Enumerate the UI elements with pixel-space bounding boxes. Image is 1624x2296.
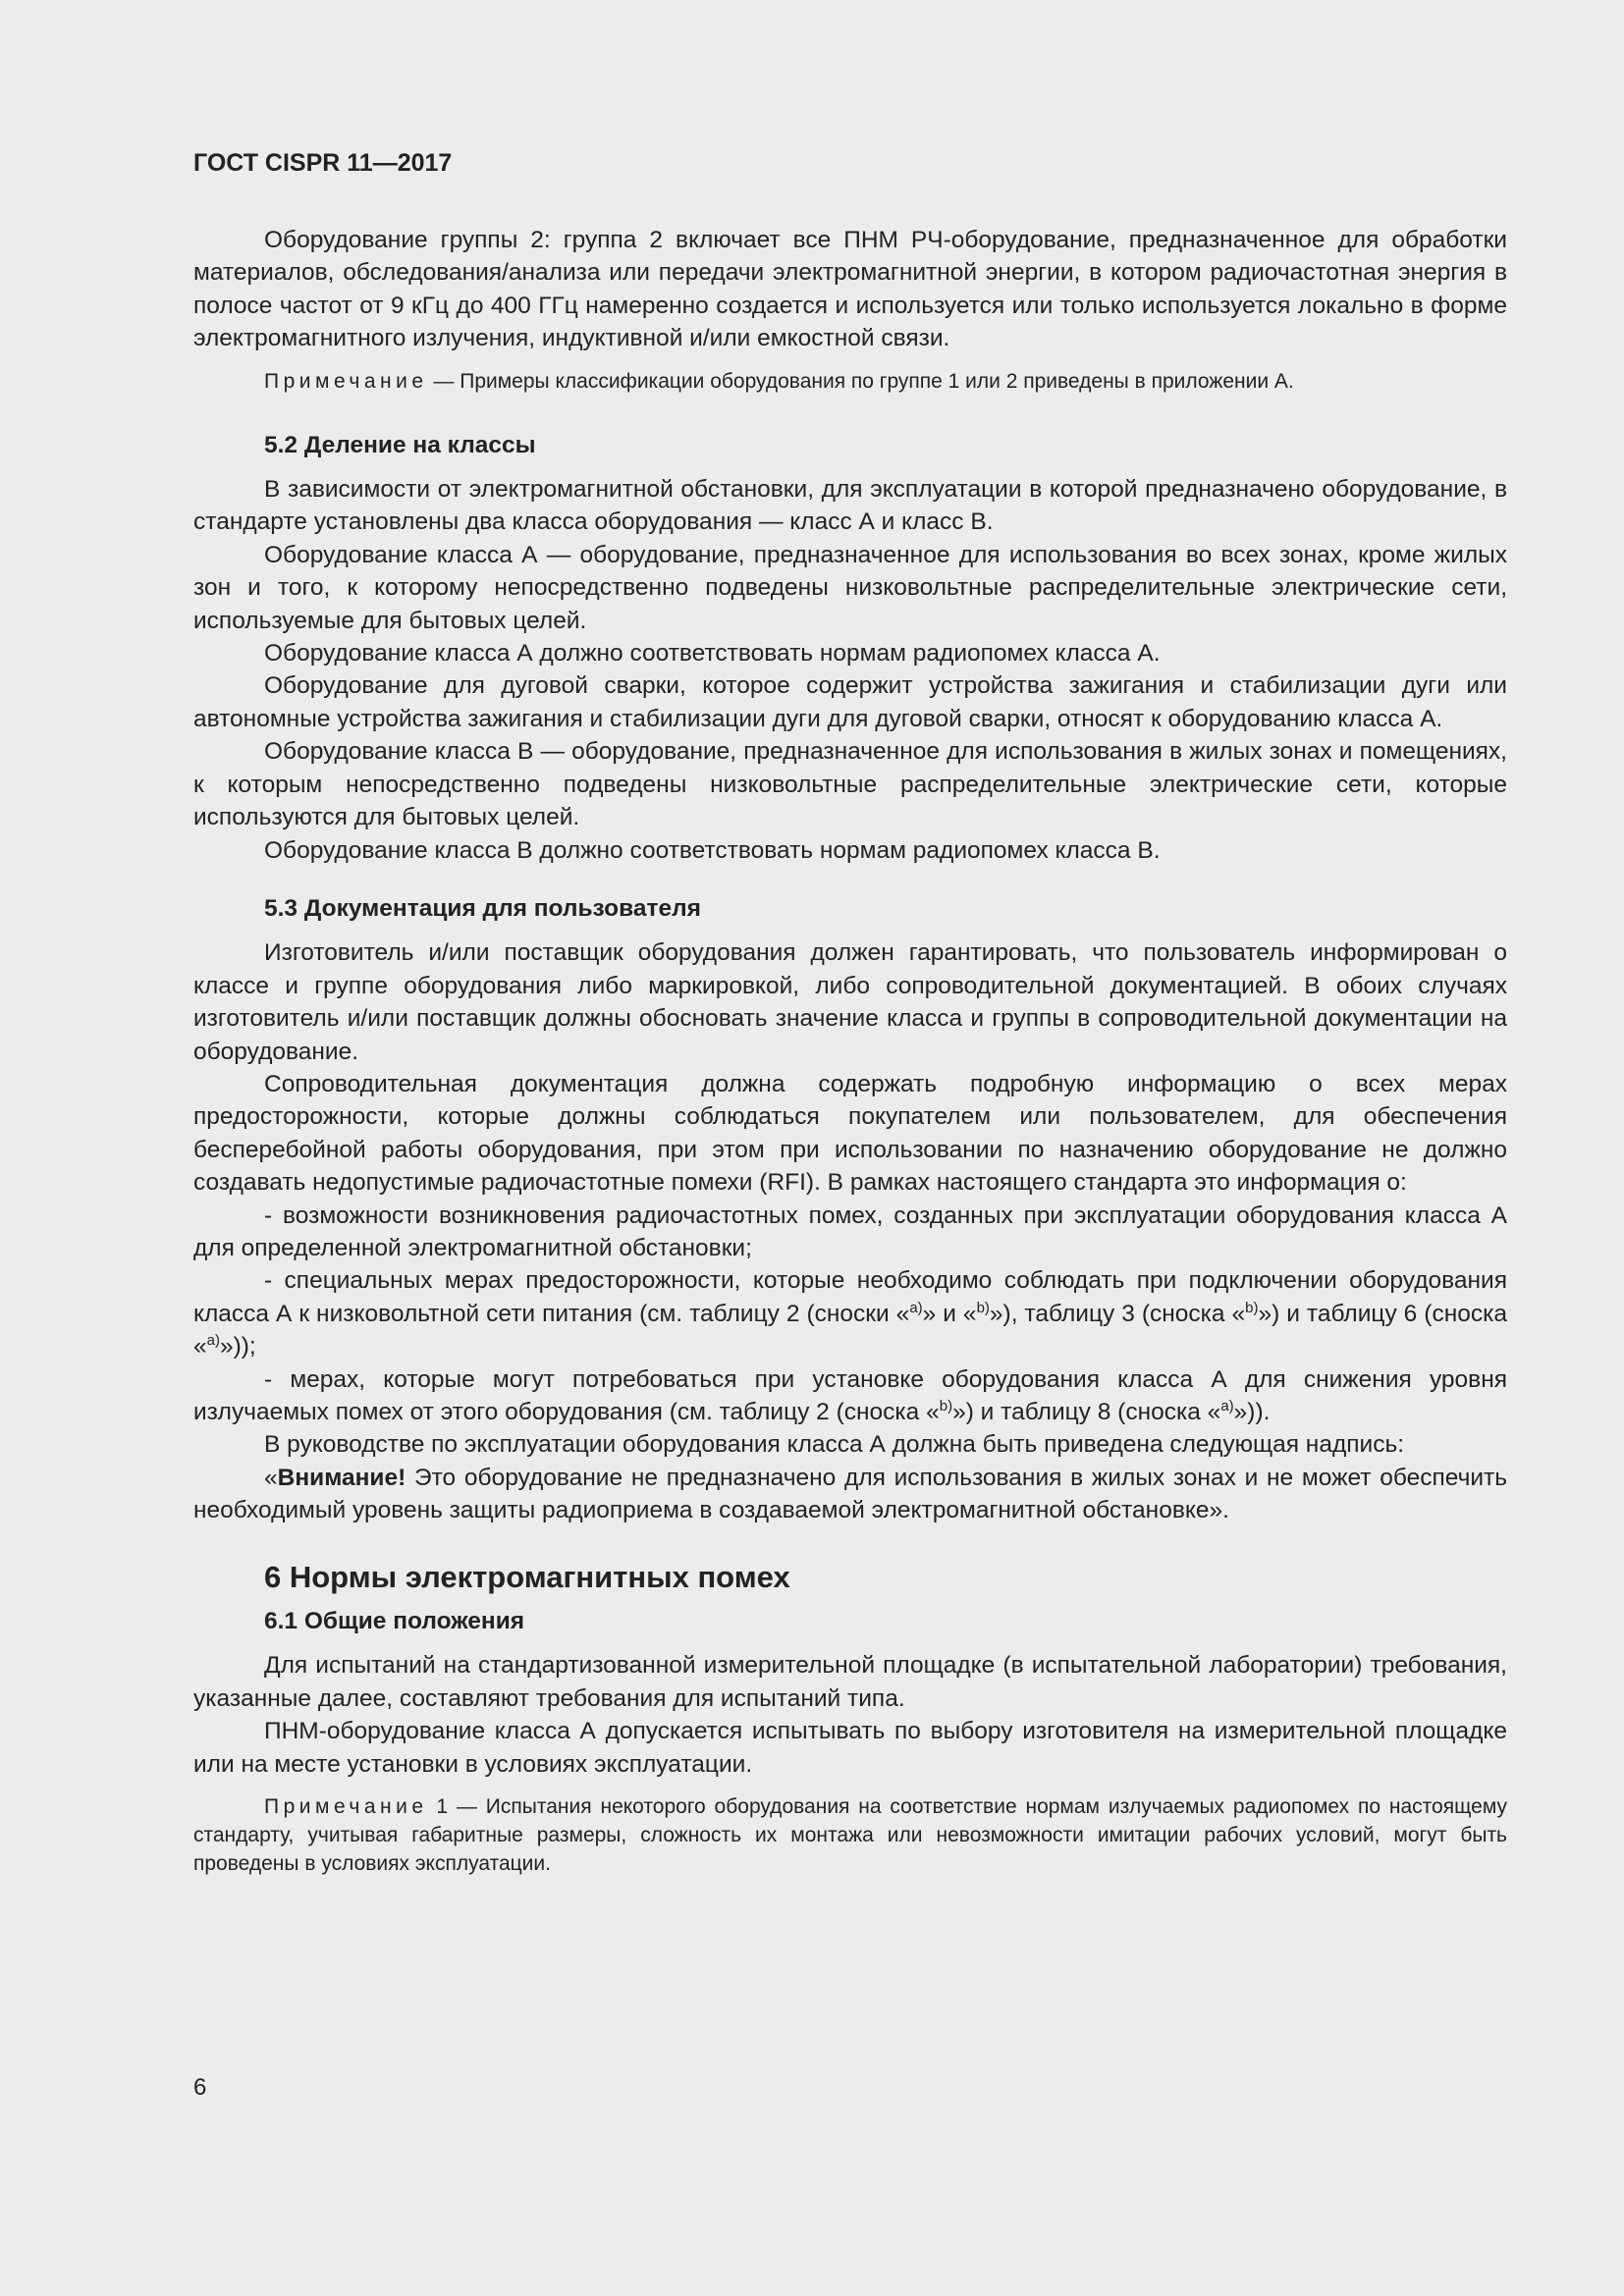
document-header: ГОСТ CISPR 11—2017 bbox=[193, 149, 453, 177]
warning-quote: «Внимание! Это оборудование не предназначено для использования в жилых зонах и не может обеспечить необходимый уровень защиты радиоприема в создаваемой электромагнитной обстановке». bbox=[193, 1464, 1507, 1524]
s52-paragraph: Оборудование класса А должно соответствовать нормам радиопомех класса А. bbox=[264, 640, 1161, 667]
s53-paragraph: Изготовитель и/или поставщик оборудования должен гарантировать, что пользователь информирован о классе и группе оборудования либо маркировкой, либо сопроводительной документацией. В обоих случаях изготовитель и/или поставщик должны обосновать значение класса и группы в сопроводительной документации на оборудование. bbox=[193, 939, 1507, 1065]
s6-note bbox=[193, 1792, 1507, 1878]
footnote-ref: b) bbox=[976, 1299, 990, 1316]
s53-paragraph: Сопроводительная документация должна содержать подробную информацию о всех мерах предосторожности, которые должны соблюдаться покупателем или пользователем, для обеспечения бесперебойной работы оборудования, при этом при использовании по назначению оборудование не должно создавать недопустимые радиочастотные помехи (RFI). В рамках настоящего стандарта это информация о: bbox=[193, 1070, 1507, 1197]
s6-paragraph: ПНМ-оборудование класса А допускается испытывать по выбору изготовителя на измерительной площадке или на месте установки в условиях эксплуатации. bbox=[193, 1718, 1507, 1778]
note-text: 1 — Испытания некоторого оборудования на соответствие нормам излучаемых радиопомех по настоящему стандарту, учитывая габаритные размеры, сложность их монтажа или невозможности имитации рабочих условий, могут быть проведены в условиях эксплуатации. bbox=[193, 1795, 1507, 1876]
footnote-ref: а) bbox=[206, 1332, 220, 1350]
list-item: - мерах, которые могут потребоваться при установке оборудования класса А для снижения уровня излучаемых помех от этого оборудования (см. таблицу 2 (сноска «$^{b)}$») и таблицу 8 (сноска «$^{а)}$»)). bbox=[193, 1365, 1507, 1425]
s52-paragraph: В зависимости от электромагнитной обстановки, для эксплуатации в которой предназначено оборудование, в стандарте установлены два класса оборудования — класс А и класс В. bbox=[193, 476, 1507, 536]
s52-paragraph: Оборудование класса В — оборудование, предназначенное для использования в жилых зонах и помещениях, к которым непосредственно подведены низковольтные распределительные электрические сети, которые используются для бытовых целей. bbox=[193, 738, 1507, 831]
page-number: 6 bbox=[193, 2074, 207, 2101]
page-content bbox=[193, 224, 1507, 1878]
s52-paragraph: Оборудование класса А — оборудование, предназначенное для использования во всех зонах, кроме жилых зон и того, к которому непосредственно подведены низковольтные распределительные электрические сети, используемые для бытовых целей. bbox=[193, 541, 1507, 634]
list-item: - специальных мерах предосторожности, которые необходимо соблюдать при подключении оборудования класса А к низковольтной сети питания (см. таблицу 2 (сноски «$^{а)}$» и «$^{b)}$»), таблицу 3 (сноска «$^{b)}$») и таблицу 6 (сноска «$^{а)}$»)); bbox=[193, 1267, 1507, 1361]
warning-label: Внимание! bbox=[277, 1464, 406, 1491]
section-5-3-heading: 5.3 Документация для пользователя bbox=[264, 894, 701, 922]
note-label: Примечание bbox=[264, 1795, 428, 1819]
footnote-ref: b) bbox=[1245, 1299, 1259, 1316]
section-6-1-heading: 6.1 Общие положения bbox=[264, 1608, 525, 1635]
s53-paragraph: В руководстве по эксплуатации оборудования класса А должна быть приведена следующая надпись: bbox=[264, 1431, 1405, 1459]
note-label: Примечание bbox=[264, 369, 428, 393]
footnote-ref: b) bbox=[939, 1398, 953, 1415]
footnote-ref: а) bbox=[909, 1299, 923, 1316]
intro-paragraph: Оборудование группы 2: группа 2 включает все ПНМ РЧ-оборудование, предназначенное для обработки материалов, обследования/анализа или передачи электромагнитной энергии, в котором радиочастотная энергия в полосе частот от 9 кГц до 400 ГГц намеренно создается и используется или только используется локально в форме электромагнитного излучения, индуктивной и/или емкостной связи. bbox=[193, 227, 1507, 352]
s6-paragraph: Для испытаний на стандартизованной измерительной площадке (в испытательной лаборатории) требования, указанные далее, составляют требования для испытаний типа. bbox=[193, 1652, 1507, 1712]
section-6-heading: 6 Нормы электромагнитных помех bbox=[264, 1559, 790, 1594]
footnote-ref: а) bbox=[1220, 1398, 1234, 1415]
section-5-2-heading: 5.2 Деление на классы bbox=[264, 431, 536, 458]
s52-paragraph: Оборудование для дуговой сварки, которое содержит устройства зажигания и стабилизации дуги или автономные устройства зажигания и стабилизации дуги для дуговой сварки, относят к оборудованию класса А. bbox=[193, 672, 1507, 732]
note-text: — Примеры классификации оборудования по группе 1 или 2 приведены в приложении А. bbox=[427, 369, 1294, 393]
s52-paragraph: Оборудование класса В должно соответствовать нормам радиопомех класса В. bbox=[264, 836, 1161, 864]
list-item: - возможности возникновения радиочастотных помех, созданных при эксплуатации оборудования класса А для определенной электромагнитной обстановки; bbox=[193, 1201, 1507, 1261]
intro-note bbox=[193, 367, 1507, 396]
